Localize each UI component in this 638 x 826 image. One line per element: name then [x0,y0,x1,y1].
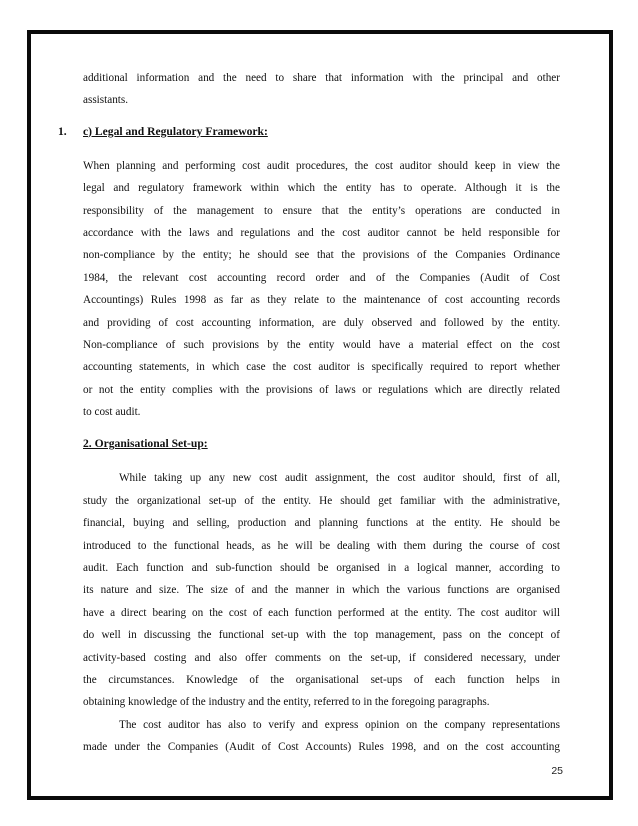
text-line: obtaining knowledge of the industry and the entity, referred to in the foregoing paragraphs. [83,696,490,709]
text-line: assistants. [83,94,129,107]
text-line: While taking up any new cost audit assignment, the cost auditor should, first of all, [119,472,560,485]
text-line: or not the entity complies with the provisions of laws or regulations which are directly related [83,383,560,396]
section-1-title: c) Legal and Regulatory Framework: [83,124,268,138]
text-line: additional information and the need to share that information with the principal and other [83,72,560,84]
section-2-heading: 2. Organisational Set-up: [83,437,208,451]
text-line: responsibility of the management to ensure that the entity’s operations are conducted in [83,204,560,217]
section-2-paragraph-2 [58,714,560,759]
text-line: audit. Each function and sub-function should be organised in a logical manner, according to [83,562,560,575]
text-line: non-compliance by the entity; he should see that the provisions of the Companies Ordinance [83,249,560,262]
text-line: its nature and size. The size of and the manner in which the various functions are organised [83,584,560,597]
text-line: Non-compliance of such provisions by the entity would have a material effect on the cost [83,338,560,351]
document-body [58,67,560,759]
section-1-heading [58,121,560,143]
text-line: the circumstances. Knowledge of the organisational set-ups of each function helps in [83,673,560,686]
text-line: activity-based costing and also offer comments on the set-up, if considered necessary, under [83,651,560,664]
text-line: made under the Companies (Audit of Cost Accounts) Rules 1998, and on the cost accounting [83,741,560,754]
section-1-number: 1. [58,124,67,138]
page-number: 25 [551,765,563,777]
text-line: When planning and performing cost audit procedures, the cost auditor should keep in view the [83,159,560,172]
text-line: do well in discussing the functional set-up with the top management, pass on the concept of [83,629,560,642]
intro-paragraph [58,67,560,112]
section-1-paragraph [58,155,560,424]
text-line: accordance with the laws and regulations and the cost auditor cannot be held responsible for [83,226,560,239]
text-line: The cost auditor has also to verify and express opinion on the company representations [119,718,560,731]
text-line: Accountings) Rules 1998 as far as they relate to the maintenance of cost accounting records [83,294,560,307]
text-line: study the organizational set-up of the entity. He should get familiar with the administrative, [83,494,560,507]
text-line: introduced to the functional heads, as he will be dealing with them during the course of cost [83,539,560,552]
text-line: and providing of cost accounting information, are duly observed and followed by the entity. [83,316,560,329]
section-2-paragraph-1 [58,467,560,713]
text-line: legal and regulatory framework within which the entity has to operate. Although it is the [83,182,560,195]
text-line: 1984, the relevant cost accounting record order and of the Companies (Audit of Cost [83,271,560,284]
text-line: have a direct bearing on the cost of each function performed at the entity. The cost auditor will [83,606,560,619]
text-line: accounting statements, in which case the cost auditor is specifically required to report whether [83,361,560,374]
text-line: financial, buying and selling, production and planning functions at the entity. He should be [83,517,560,530]
text-line: to cost audit. [83,406,141,419]
